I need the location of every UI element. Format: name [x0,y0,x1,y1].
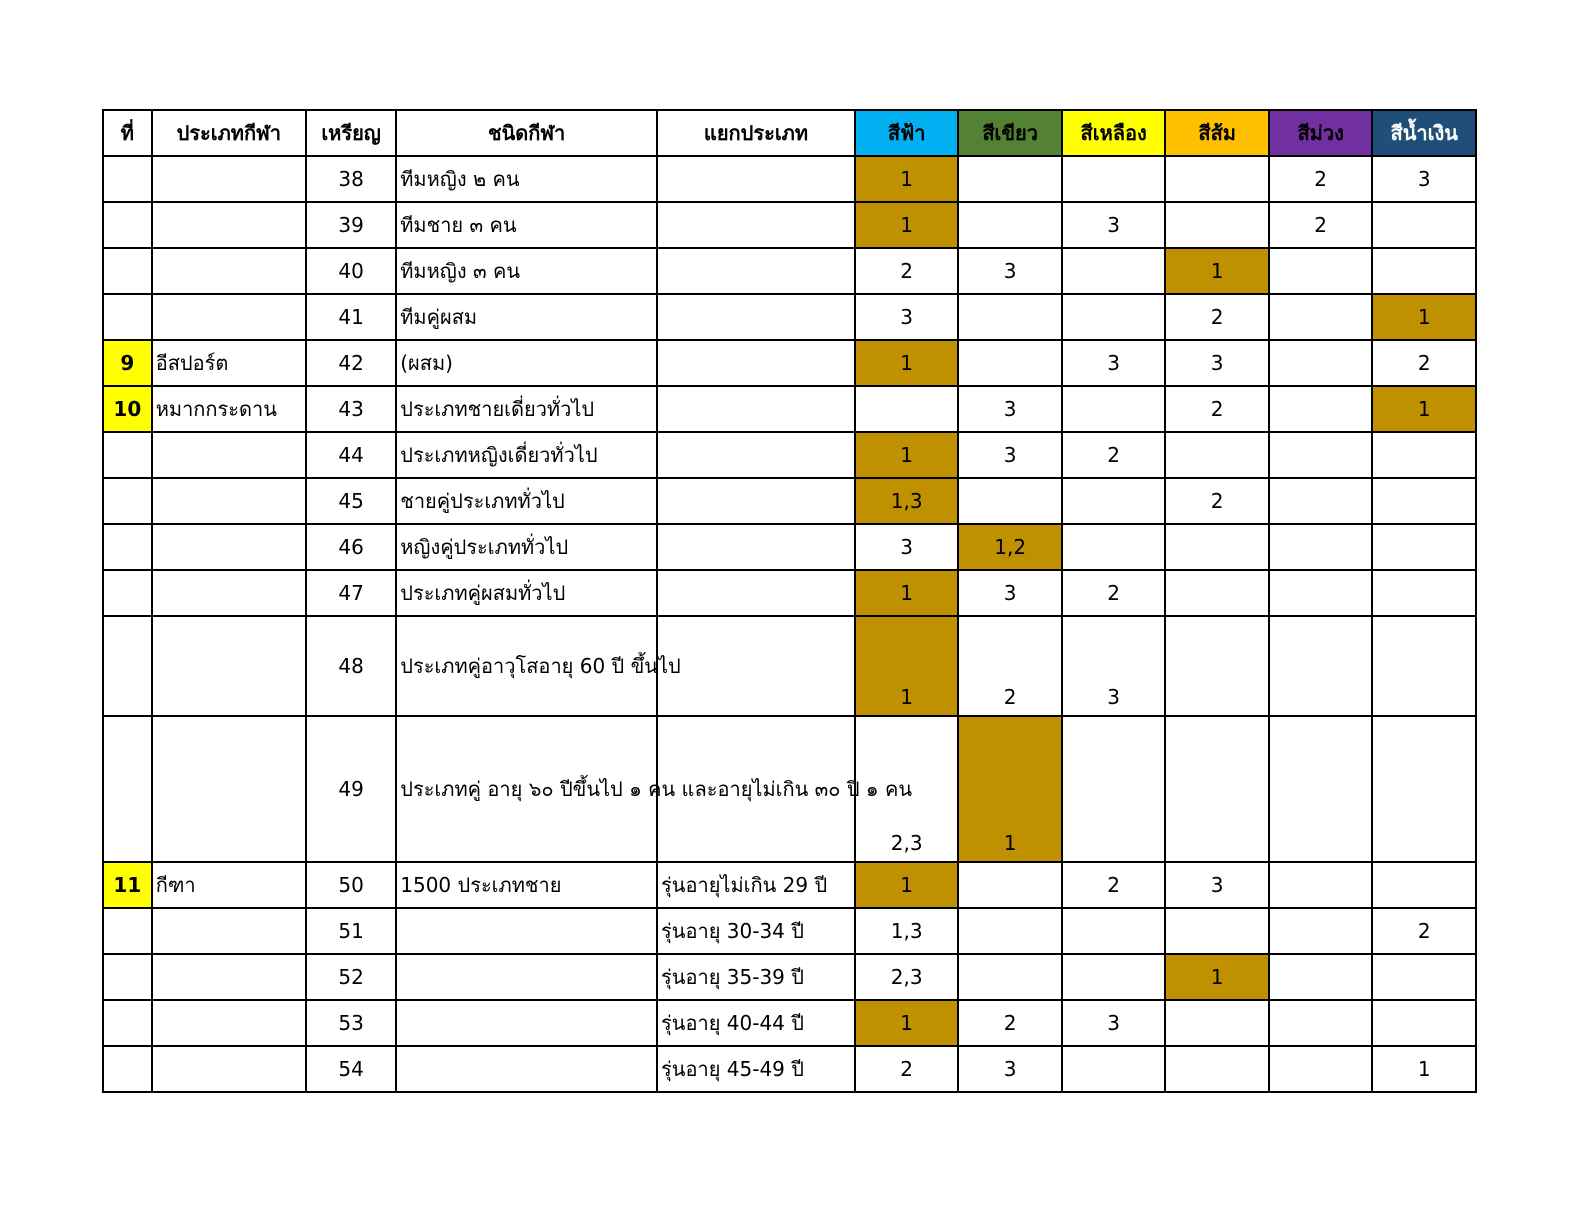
team-result-cell [1269,1046,1373,1092]
team-result-cell [1165,908,1269,954]
row-number [103,716,152,862]
medal-number: 44 [306,432,396,478]
table-row [103,524,1476,570]
team-result-cell [1269,432,1373,478]
sport-type [152,432,306,478]
table-row [103,202,1476,248]
team-result-cell: 3 [958,570,1062,616]
category-split [657,432,855,478]
sport-type [152,570,306,616]
team-result-cell [1269,716,1373,862]
sport-type: กีฑา [152,862,306,908]
team-result-cell [958,202,1062,248]
event-name: ทีมชาย ๓ คน [396,202,657,248]
team-result-cell: 2,3 [855,716,959,862]
header-sport: ประเภทกีฬา [152,110,306,156]
team-result-cell [1062,954,1166,1000]
sport-type [152,478,306,524]
event-name: ทีมคู่ผสม [396,294,657,340]
team-result-cell: 1 [855,340,959,386]
table-row [103,616,1476,716]
team-result-cell [1062,716,1166,862]
team-result-cell: 1 [855,616,959,716]
team-result-cell: 3 [1062,340,1166,386]
category-split: รุ่นอายุ 30-34 ปี [657,908,855,954]
team-result-cell: 1 [1165,954,1269,1000]
team-result-cell: 3 [1062,1000,1166,1046]
sport-type [152,248,306,294]
sport-type [152,202,306,248]
row-number [103,294,152,340]
team-result-cell: 2 [1269,156,1373,202]
team-result-cell: 2 [1062,570,1166,616]
category-split [657,202,855,248]
category-split [657,156,855,202]
team-result-cell: 1 [855,570,959,616]
table-row [103,340,1476,386]
team-result-cell: 2 [1372,340,1476,386]
row-number [103,202,152,248]
header-team-yellow: สีเหลือง [1062,110,1166,156]
team-result-cell [1372,570,1476,616]
medal-number: 47 [306,570,396,616]
team-result-cell: 3 [1062,202,1166,248]
medal-number: 39 [306,202,396,248]
team-result-cell [1372,862,1476,908]
team-result-cell [1165,202,1269,248]
team-result-cell: 1 [855,432,959,478]
team-result-cell [1165,432,1269,478]
team-result-cell [1062,524,1166,570]
row-number [103,524,152,570]
medal-number: 45 [306,478,396,524]
category-split [657,524,855,570]
team-result-cell: 3 [1062,616,1166,716]
event-name: ประเภทหญิงเดี่ยวทั่วไป [396,432,657,478]
team-result-cell [1372,954,1476,1000]
team-result-cell [1062,908,1166,954]
event-name: (ผสม) [396,340,657,386]
table-row [103,478,1476,524]
team-result-cell [1372,1000,1476,1046]
team-result-cell: 2 [1269,202,1373,248]
sport-type [152,954,306,1000]
team-result-cell: 2 [855,1046,959,1092]
table-row [103,716,1476,862]
sport-type [152,156,306,202]
table-row [103,570,1476,616]
row-number [103,1046,152,1092]
header-team-navy: สีน้ำเงิน [1372,110,1476,156]
row-number: 11 [103,862,152,908]
medal-number: 49 [306,716,396,862]
table-row [103,156,1476,202]
team-result-cell: 3 [958,386,1062,432]
row-number: 9 [103,340,152,386]
team-result-cell [1269,294,1373,340]
team-result-cell [958,294,1062,340]
team-result-cell [1062,386,1166,432]
table-row [103,294,1476,340]
team-result-cell: 3 [855,524,959,570]
team-result-cell [1269,1000,1373,1046]
team-result-cell [1269,386,1373,432]
team-result-cell [855,386,959,432]
event-name: ประเภทชายเดี่ยวทั่วไป [396,386,657,432]
row-number [103,1000,152,1046]
team-result-cell: 3 [958,248,1062,294]
team-result-cell: 1 [855,202,959,248]
event-name [396,1046,657,1092]
team-result-cell [1269,862,1373,908]
event-name [396,954,657,1000]
table-row [103,386,1476,432]
sport-type [152,716,306,862]
category-split: รุ่นอายุ 40-44 ปี [657,1000,855,1046]
team-result-cell: 1 [1165,248,1269,294]
event-name: ทีมหญิง ๓ คน [396,248,657,294]
sport-type [152,1000,306,1046]
category-split [657,616,855,716]
header-row [103,110,1476,156]
team-result-cell [1372,524,1476,570]
table-row [103,862,1476,908]
team-result-cell [1062,248,1166,294]
table-row [103,1000,1476,1046]
sport-type [152,524,306,570]
row-number: 10 [103,386,152,432]
row-number [103,156,152,202]
team-result-cell: 1,2 [958,524,1062,570]
team-result-cell [1165,616,1269,716]
team-result-cell [1165,156,1269,202]
team-result-cell [1165,524,1269,570]
team-result-cell: 1 [958,716,1062,862]
table-row [103,908,1476,954]
category-split: รุ่นอายุไม่เกิน 29 ปี [657,862,855,908]
team-result-cell: 1 [1372,294,1476,340]
medal-number: 43 [306,386,396,432]
event-name [396,1000,657,1046]
sport-type [152,616,306,716]
team-result-cell [1269,908,1373,954]
sport-type [152,1046,306,1092]
team-result-cell: 2 [958,1000,1062,1046]
team-result-cell: 2 [1165,294,1269,340]
medal-number: 42 [306,340,396,386]
event-name: 1500 ประเภทชาย [396,862,657,908]
team-result-cell [958,478,1062,524]
event-name: ประเภทคู่ผสมทั่วไป [396,570,657,616]
medal-number: 52 [306,954,396,1000]
team-result-cell: 3 [958,432,1062,478]
medal-number: 53 [306,1000,396,1046]
team-result-cell [1372,202,1476,248]
team-result-cell: 1,3 [855,908,959,954]
team-result-cell [958,954,1062,1000]
team-result-cell [1269,954,1373,1000]
event-name: ชายคู่ประเภททั่วไป [396,478,657,524]
team-result-cell [1165,1046,1269,1092]
team-result-cell [1372,248,1476,294]
medal-number: 46 [306,524,396,570]
medal-number: 54 [306,1046,396,1092]
event-name: ทีมหญิง ๒ คน [396,156,657,202]
team-result-cell [1372,478,1476,524]
table-row [103,432,1476,478]
medal-number: 38 [306,156,396,202]
category-split: รุ่นอายุ 35-39 ปี [657,954,855,1000]
team-result-cell: 1 [1372,386,1476,432]
category-split [657,478,855,524]
category-split [657,248,855,294]
sport-type: หมากกระดาน [152,386,306,432]
category-split [657,294,855,340]
header-medal: เหรียญ [306,110,396,156]
medal-number: 40 [306,248,396,294]
team-result-cell: 2 [1165,386,1269,432]
sport-type [152,908,306,954]
event-name: ประเภทคู่ อายุ ๖๐ ปีขึ้นไป ๑ คน และอายุไม่เกิน ๓๐ ปี ๑ คน [396,716,657,862]
team-result-cell: 2 [958,616,1062,716]
team-result-cell: 2 [1062,432,1166,478]
team-result-cell [1062,156,1166,202]
header-no: ที่ [103,110,152,156]
event-name: หญิงคู่ประเภททั่วไป [396,524,657,570]
team-result-cell [1062,478,1166,524]
table-row [103,248,1476,294]
team-result-cell [1062,1046,1166,1092]
team-result-cell: 1 [855,156,959,202]
team-result-cell: 2 [855,248,959,294]
category-split: รุ่นอายุ 45-49 ปี [657,1046,855,1092]
team-result-cell [958,862,1062,908]
team-result-cell: 1 [855,862,959,908]
team-result-cell: 3 [1165,862,1269,908]
team-result-cell [1165,716,1269,862]
team-result-cell: 2 [1165,478,1269,524]
team-result-cell: 2 [1062,862,1166,908]
medal-number: 50 [306,862,396,908]
header-split: แยกประเภท [657,110,855,156]
team-result-cell [1165,1000,1269,1046]
team-result-cell [958,156,1062,202]
header-event: ชนิดกีฬา [396,110,657,156]
team-result-cell: 2,3 [855,954,959,1000]
team-result-cell [1062,294,1166,340]
category-split [657,570,855,616]
team-result-cell: 1 [1372,1046,1476,1092]
team-result-cell: 3 [855,294,959,340]
medal-number: 48 [306,616,396,716]
team-result-cell: 2 [1372,908,1476,954]
team-result-cell [1372,716,1476,862]
row-number [103,248,152,294]
team-result-cell [1269,248,1373,294]
team-result-cell [1269,340,1373,386]
team-result-cell [1269,570,1373,616]
sport-type: อีสปอร์ต [152,340,306,386]
team-result-cell [1372,432,1476,478]
row-number [103,954,152,1000]
team-result-cell: 1 [855,1000,959,1046]
event-name: ประเภทคู่อาวุโสอายุ 60 ปี ขึ้นไป [396,616,657,716]
medal-number: 51 [306,908,396,954]
team-result-cell [1372,616,1476,716]
medal-number: 41 [306,294,396,340]
team-result-cell [1269,524,1373,570]
medal-table [102,109,1477,1093]
row-number [103,570,152,616]
event-name [396,908,657,954]
team-result-cell: 3 [1165,340,1269,386]
table-row [103,1046,1476,1092]
team-result-cell [1165,570,1269,616]
table-body [103,156,1476,1092]
team-result-cell [1269,478,1373,524]
team-result-cell [1269,616,1373,716]
team-result-cell [958,908,1062,954]
row-number [103,478,152,524]
header-team-sky: สีฟ้า [855,110,959,156]
table-row [103,954,1476,1000]
sport-type [152,294,306,340]
team-result-cell: 1,3 [855,478,959,524]
row-number [103,616,152,716]
team-result-cell [958,340,1062,386]
header-team-purple: สีม่วง [1269,110,1373,156]
team-result-cell: 3 [958,1046,1062,1092]
category-split [657,340,855,386]
header-team-green: สีเขียว [958,110,1062,156]
team-result-cell: 3 [1372,156,1476,202]
header-team-orange: สีส้ม [1165,110,1269,156]
row-number [103,908,152,954]
row-number [103,432,152,478]
category-split [657,386,855,432]
